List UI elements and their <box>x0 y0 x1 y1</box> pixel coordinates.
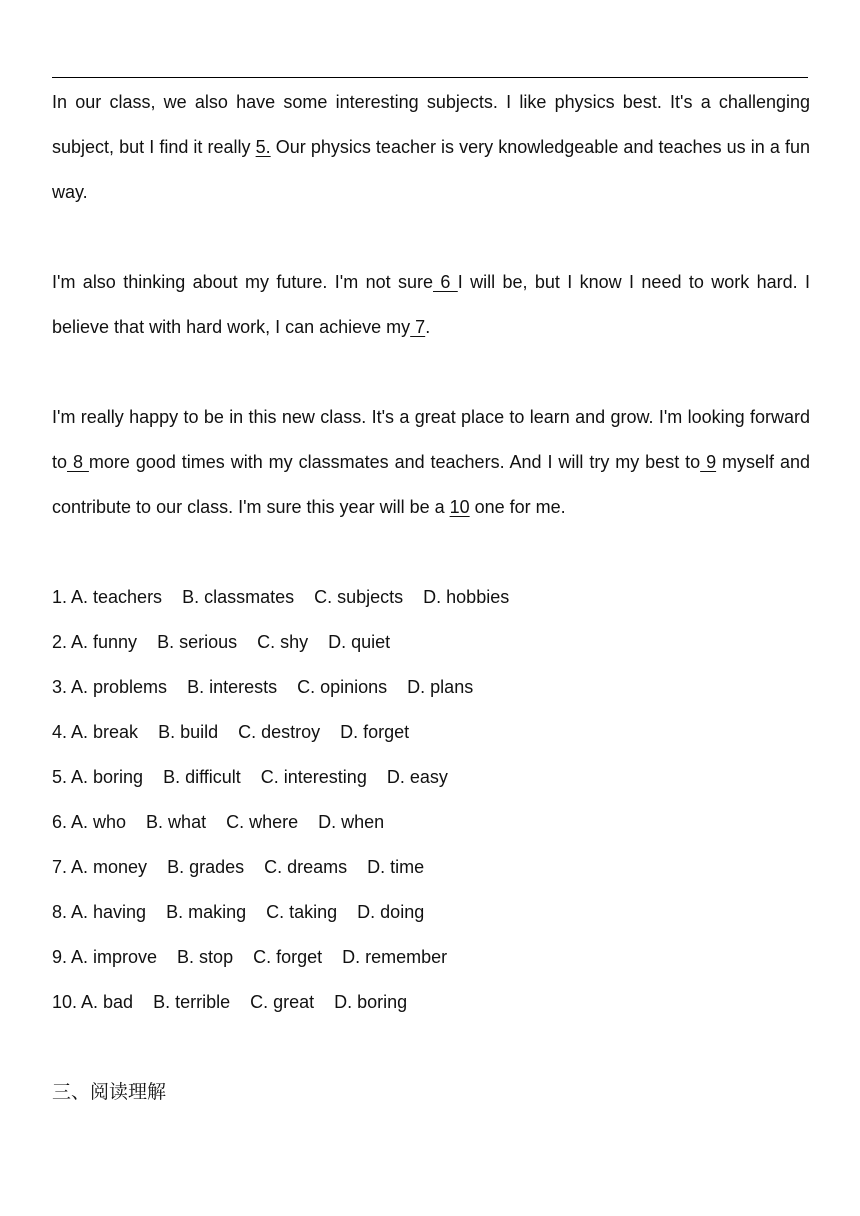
document-page <box>52 80 810 1115</box>
option-b: B. grades <box>167 857 245 877</box>
option-c: C. shy <box>257 632 309 652</box>
question-10 <box>52 980 810 1025</box>
passage-text: more good times with my classmates and teachers. And I will try my best to <box>88 452 701 472</box>
option-b: B. terrible <box>153 992 231 1012</box>
question-2 <box>52 620 810 665</box>
option-c: C. forget <box>253 947 323 967</box>
option-c: C. opinions <box>297 677 388 697</box>
option-d: D. remember <box>342 947 448 967</box>
question-number: 5. <box>52 767 68 787</box>
passage-paragraph-1 <box>52 80 810 215</box>
option-c: C. great <box>250 992 315 1012</box>
option-c: C. interesting <box>260 767 367 787</box>
option-d: D. plans <box>407 677 474 697</box>
blank-5: 5. <box>255 137 271 157</box>
question-1 <box>52 575 810 620</box>
question-number: 9. <box>52 947 68 967</box>
question-3 <box>52 665 810 710</box>
option-b: B. build <box>158 722 219 742</box>
option-d: D. quiet <box>328 632 391 652</box>
option-a: A. boring <box>71 767 144 787</box>
question-number: 8. <box>52 902 68 922</box>
option-b: B. classmates <box>182 587 295 607</box>
passage-paragraph-3 <box>52 395 810 530</box>
option-d: D. forget <box>340 722 410 742</box>
question-number: 10. <box>52 992 78 1012</box>
passage-paragraph-2 <box>52 260 810 350</box>
question-number: 4. <box>52 722 68 742</box>
option-d: D. easy <box>386 767 448 787</box>
passage-text: In our class, we also have some interesting subjects. I like physics best. It's a challenging subject, but I find it really <box>52 92 810 157</box>
option-b: B. stop <box>177 947 234 967</box>
option-a: A. bad <box>81 992 134 1012</box>
option-a: A. who <box>71 812 127 832</box>
option-c: C. dreams <box>264 857 348 877</box>
option-c: C. subjects <box>314 587 404 607</box>
question-5 <box>52 755 810 800</box>
option-b: B. interests <box>187 677 278 697</box>
question-number: 3. <box>52 677 68 697</box>
option-a: A. teachers <box>71 587 163 607</box>
blank-10: 10 <box>449 497 470 517</box>
question-number: 6. <box>52 812 68 832</box>
question-8 <box>52 890 810 935</box>
option-d: D. doing <box>357 902 425 922</box>
question-4 <box>52 710 810 755</box>
passage-text: . <box>425 317 431 337</box>
blank-6: 6 <box>433 272 458 292</box>
option-b: B. what <box>146 812 207 832</box>
option-a: A. problems <box>71 677 168 697</box>
option-c: C. destroy <box>238 722 321 742</box>
option-c: C. where <box>226 812 299 832</box>
header-rule <box>52 77 808 78</box>
option-a: A. having <box>71 902 147 922</box>
passage-text: I'm really happy to be in this new class. It's a great place to learn and grow. I'm looking forward to <box>52 407 810 472</box>
option-a: A. break <box>71 722 139 742</box>
passage-text: Our physics teacher is very knowledgeable and teaches us in a fun way. <box>52 137 810 202</box>
option-d: D. when <box>318 812 385 832</box>
option-a: A. money <box>71 857 148 877</box>
question-number: 7. <box>52 857 68 877</box>
option-b: B. serious <box>157 632 238 652</box>
question-number: 1. <box>52 587 68 607</box>
question-9 <box>52 935 810 980</box>
option-d: D. boring <box>334 992 408 1012</box>
option-b: B. making <box>166 902 247 922</box>
option-d: D. time <box>367 857 425 877</box>
question-7 <box>52 845 810 890</box>
option-b: B. difficult <box>163 767 241 787</box>
blank-8: 8 <box>67 452 89 472</box>
passage-text: myself and contribute to our class. I'm sure this year will be a <box>52 452 810 517</box>
passage-text: one for me. <box>469 497 566 517</box>
question-6 <box>52 800 810 845</box>
question-list <box>52 575 810 1025</box>
passage-text: I'm also thinking about my future. I'm not sure <box>52 272 433 292</box>
option-a: A. improve <box>71 947 158 967</box>
blank-9: 9 <box>700 452 717 472</box>
blank-7: 7 <box>410 317 426 337</box>
section-heading: 三、阅读理解 <box>52 1081 167 1103</box>
option-c: C. taking <box>266 902 338 922</box>
option-a: A. funny <box>71 632 138 652</box>
option-d: D. hobbies <box>423 587 510 607</box>
question-number: 2. <box>52 632 68 652</box>
passage-text: I will be, but I know I need to work hard. I believe that with hard work, I can achieve my <box>52 272 810 337</box>
